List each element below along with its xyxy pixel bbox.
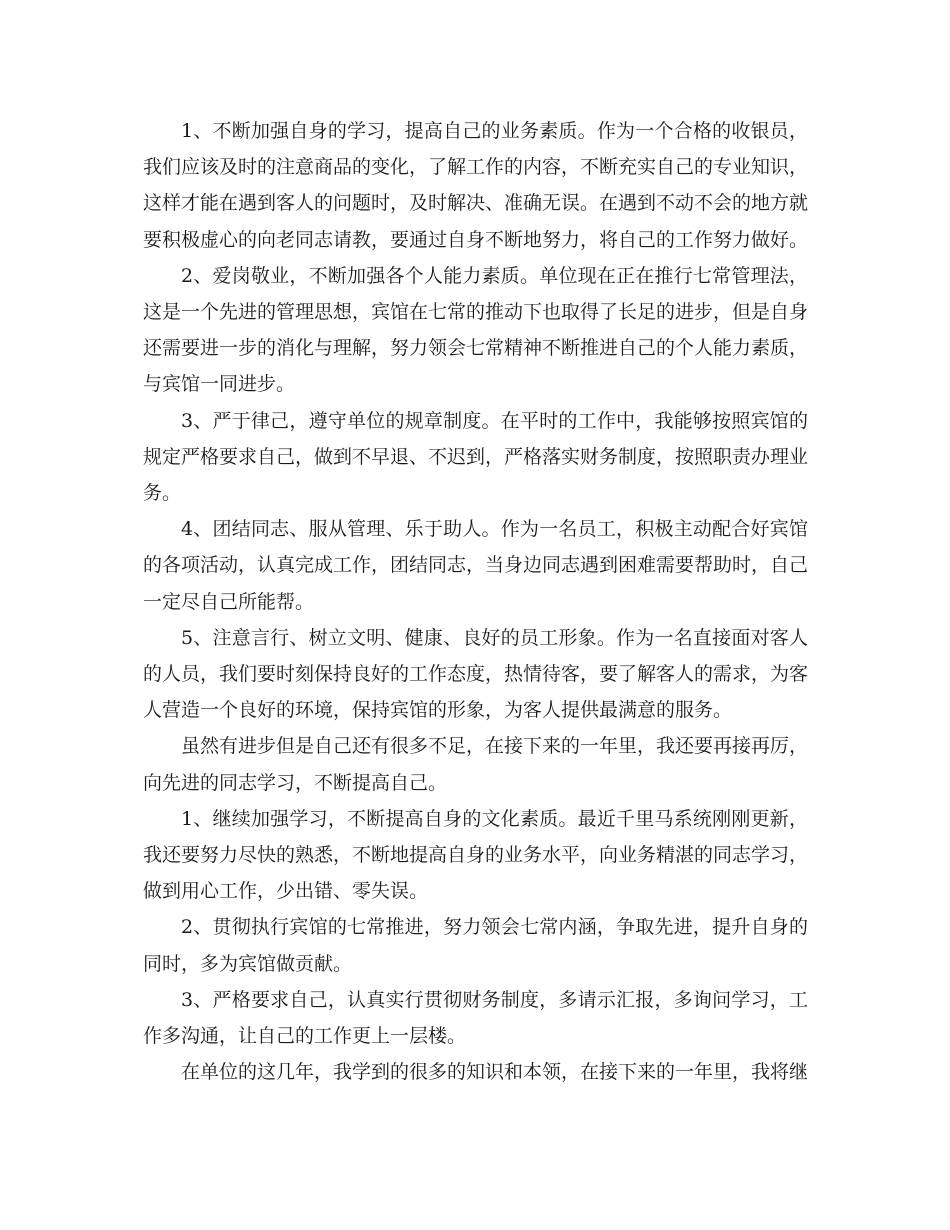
paragraph-3: 3、严于律己，遵守单位的规章制度。在平时的工作中，我能够按照宾馆的规定严格要求自己，做到不早退、不迟到，严格落实财务制度，按照职责办理业务。	[143, 409, 809, 505]
paragraph-7: 1、继续加强学习，不断提高自身的文化素质。最近千里马系统刚刚更新，我还要努力尽快的熟悉，不断地提高自身的业务水平，向业务精湛的同志学习，做到用心工作，少出错、零失误。	[143, 807, 809, 903]
paragraph-9: 3、严格要求自己，认真实行贯彻财务制度，多请示汇报，多询问学习，工作多沟通，让自己的工作更上一层楼。	[143, 988, 808, 1048]
paragraph-4: 4、团结同志、服从管理、乐于助人。作为一名员工，积极主动配合好宾馆的各项活动，认真完成工作，团结同志，当身边同志遇到困难需要帮助时，自己一定尽自己所能帮。	[143, 518, 809, 613]
paragraph-5: 5、注意言行、树立文明、健康、良好的员工形象。作为一名直接面对客人的人员，我们要时刻保持良好的工作态度，热情待客，要了解客人的需求，为客人营造一个良好的环境，保持宾馆的形象，为客人提供最满意的服务。	[143, 626, 809, 722]
document-body	[143, 113, 808, 1090]
paragraph-10: 在单位的这几年，我学到的很多的知识和本领，在接下来的一年里，我将继	[181, 1061, 809, 1084]
paragraph-2: 2、爱岗敬业，不断加强各个人能力素质。单位现在正在推行七常管理法，这是一个先进的管理思想，宾馆在七常的推动下也取得了长足的进步，但是自身还需要进一步的消化与理解，努力领会七常精神不断推进自己的个人能力素质，与宾馆一同进步。	[143, 264, 809, 396]
paragraph-1: 1、不断加强自身的学习，提高自己的业务素质。作为一个合格的收银员，我们应该及时的注意商品的变化，了解工作的内容，不断充实自己的专业知识，这样才能在遇到客人的问题时，及时解决、准确无误。在遇到不动不会的地方就要积极虚心的向老同志请教，要通过自身不断地努力，将自己的工作努力做好。	[143, 120, 809, 251]
paragraph-6: 虽然有进步但是自己还有很多不足，在接下来的一年里，我还要再接再厉，向先进的同志学习，不断提高自己。	[143, 735, 809, 794]
paragraph-8: 2、贯彻执行宾馆的七常推进，努力领会七常内涵，争取先进，提升自身的同时，多为宾馆做贡献。	[143, 916, 808, 975]
